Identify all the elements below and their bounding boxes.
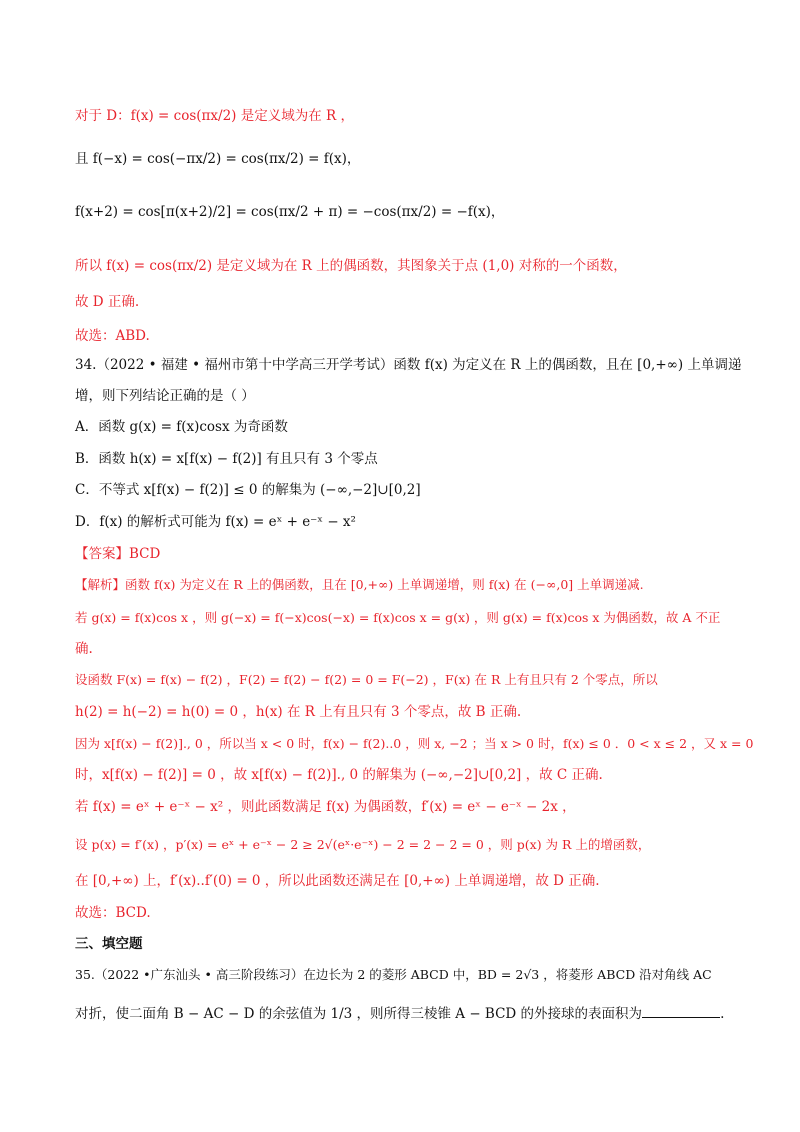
q33-select: 故选：ABD.: [75, 328, 150, 344]
q34-analysis-line: 在 [0,+∞) 上，f′(x)..f′(0) = 0 ，所以此函数还满足在 [0,+∞) 上单调递增，故 D 正确.: [75, 873, 600, 889]
q34-analysis-line: h(2) = h(−2) = h(0) = 0 ，h(x) 在 R 上有且只有 3 个零点，故 B 正确.: [75, 704, 522, 720]
q34-option-a: A．函数 g(x) = f(x)cosx 为奇函数: [75, 419, 288, 435]
d-conclusion: 所以 f(x) = cos(πx/2) 是定义域为在 R 上的偶函数，其图象关于点 (1,0) 对称的一个函数，: [75, 258, 627, 274]
q34-option-b: B．函数 h(x) = x[f(x) − f(2)] 有且只有 3 个零点: [75, 451, 378, 467]
q35-stem-with-blank: [75, 1003, 724, 1023]
answer-blank[interactable]: [642, 1003, 720, 1018]
d-even: 且 f(−x) = cos(−πx/2) = cos(πx/2) = f(x)，: [75, 151, 361, 167]
q34-analysis-line: 若 g(x) = f(x)cos x ，则 g(−x) = f(−x)cos(−x) = f(x)cos x = g(x) ，则 g(x) = f(x)cos x 为偶函数，故 A 不正: [75, 610, 721, 625]
q34-analysis-line: 时，x[f(x) − f(2)] = 0 ，故 x[f(x) − f(2)]., 0 的解集为 (−∞,−2]∪[0,2] ，故 C 正确.: [75, 767, 603, 783]
q34-stem: 34.（2022 • 福建 • 福州市第十中学高三开学考试）函数 f(x) 为定义在 R 上的偶函数，且在 [0,+∞) 上单调递: [75, 357, 742, 373]
q34-analysis-line: 因为 x[f(x) − f(2)]., 0 ，所以当 x < 0 时，f(x) − f(2)..0 ，则 x, −2 ；当 x > 0 时，f(x) ≤ 0 ．0 < x ≤ 2 ，又 x = 0: [75, 736, 754, 751]
q34-option-d: D．f(x) 的解析式可能为 f(x) = eˣ + e⁻ˣ − x²: [75, 514, 356, 530]
q35-stem-text: 对折，使二面角 B − AC − D 的余弦值为 1/3 ，则所得三棱锥 A − BCD 的外接球的表面积为: [75, 1006, 643, 1022]
section-heading: 三、填空题: [75, 936, 143, 952]
d-correct: 故 D 正确.: [75, 294, 140, 310]
q35-stem: 35.（2022 •广东汕头 • 高三阶段练习）在边长为 2 的菱形 ABCD 中，BD = 2√3 ，将菱形 ABCD 沿对角线 AC: [75, 967, 712, 982]
q34-stem: 增，则下列结论正确的是（ ）: [75, 388, 255, 404]
q34-analysis-line: 设 p(x) = f′(x) ，p′(x) = eˣ + e⁻ˣ − 2 ≥ 2√(eˣ·e⁻ˣ) − 2 = 2 − 2 = 0 ，则 p(x) 为 R 上的增函数，: [75, 837, 651, 852]
period: .: [720, 1006, 725, 1022]
q34-analysis-line: 确.: [75, 641, 93, 657]
q34-analysis-line: 若 f(x) = eˣ + e⁻ˣ − x² ，则此函数满足 f(x) 为偶函数，f′(x) = eˣ − e⁻ˣ − 2x ，: [75, 799, 576, 815]
q34-option-c: C．不等式 x[f(x) − f(2)] ≤ 0 的解集为 (−∞,−2]∪[0,2]: [75, 482, 421, 498]
q34-analysis-line: 【解析】函数 f(x) 为定义在 R 上的偶函数，且在 [0,+∞) 上单调递增，则 f(x) 在 (−∞,0] 上单调递减.: [75, 577, 644, 592]
q34-select: 故选：BCD.: [75, 905, 151, 921]
d-domain: 对于 D：f(x) = cos(πx/2) 是定义域为在 R ，: [75, 108, 354, 124]
q34-answer: 【答案】BCD: [75, 546, 161, 562]
q34-analysis-line: 设函数 F(x) = f(x) − f(2) ，F(2) = f(2) − f(2) = 0 = F(−2) ，F(x) 在 R 上有且只有 2 个零点，所以: [75, 672, 658, 687]
d-shift: f(x+2) = cos[π(x+2)/2] = cos(πx/2 + π) = −cos(πx/2) = −f(x)，: [75, 204, 505, 220]
